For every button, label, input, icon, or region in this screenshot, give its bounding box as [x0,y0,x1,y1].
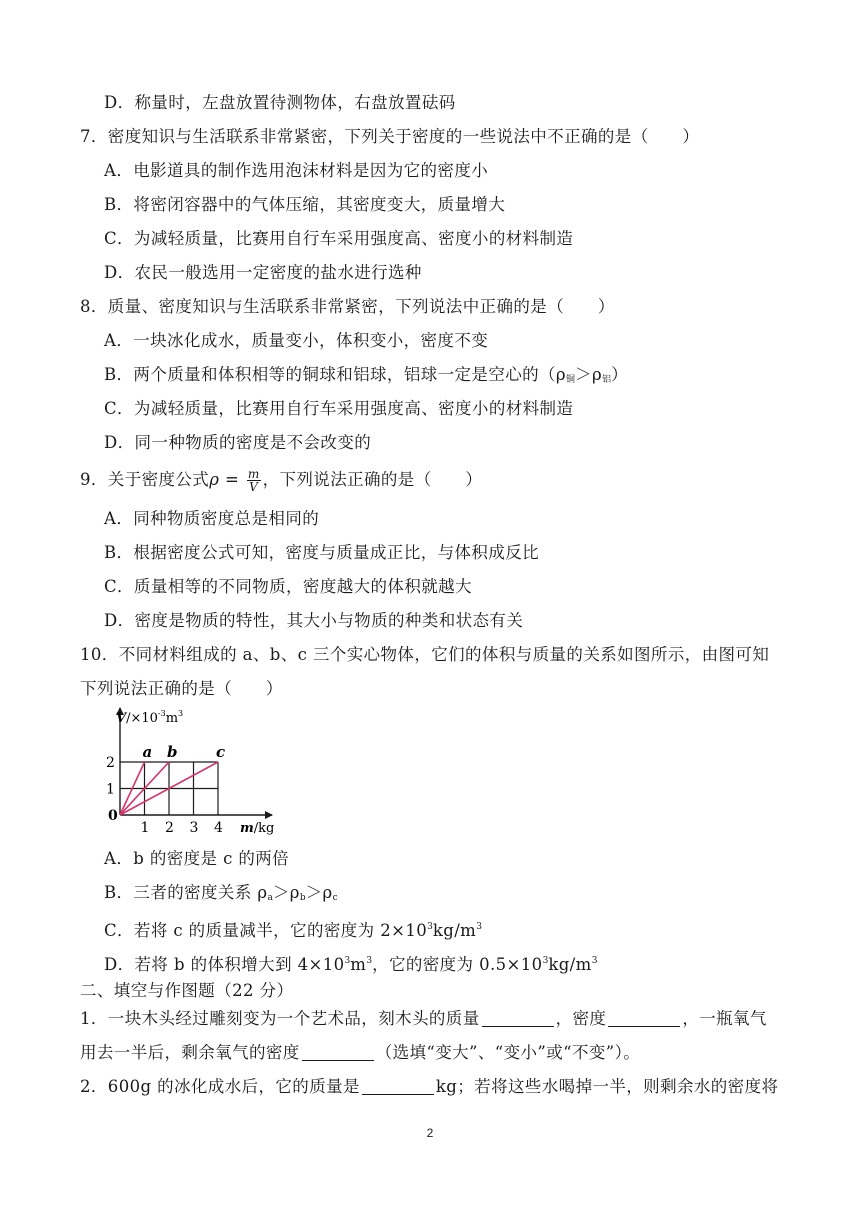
fill1-part3: ，一瓶氧气 [682,1009,767,1028]
q10-option-d-exp2: 3 [542,956,549,966]
y-axis-tail: m [165,711,179,726]
q9-option-b: B．根据密度公式可知，密度与质量成正比，与体积成反比 [104,543,540,562]
q9-stem [80,468,482,493]
q10-sub-c: c [332,893,338,903]
q9-frac-num: m [247,467,260,481]
y-axis-unit: /×10 [126,711,158,726]
y-axis-label [116,709,183,726]
q9-frac-den: V [249,480,259,494]
q8-sub-aluminum: 铝 [602,375,612,385]
q10-option-d-text: D．若将 b 的体积增大到 4×10 [104,955,345,974]
fill1-blank-mass[interactable] [482,1008,554,1027]
q10-sub-a: a [267,893,273,903]
fill2-part1: 2．600g 的冰化成水后，它的质量是 [80,1077,360,1096]
fill1-line1 [80,1008,767,1030]
q10-option-d-mexp: 3 [366,956,373,966]
q10-gt1: ＞ρ [272,883,300,902]
q10-option-d-mid: m [350,955,367,974]
y-axis-var: V [116,711,127,726]
q7-option-c: C．为减轻质量，比赛用自行车采用强度高、密度小的材料制造 [104,229,574,248]
q10-sub-b: b [299,893,306,903]
q10-stem-line2: 下列说法正确的是（ ） [80,679,283,698]
y-axis-exp: -3 [157,709,166,718]
q10-option-d-tail: ，它的密度为 0.5×10 [372,955,543,974]
x-tick-label: 3 [189,820,199,836]
x-axis-label [240,821,274,836]
y-tick-label: 2 [106,755,115,771]
q9-stem-before: 9．关于密度公式 [80,470,210,489]
q10-option-c [104,916,482,942]
q9-option-d: D．密度是物质的特性，其大小与物质的种类和状态有关 [104,611,524,630]
q10-option-c-exp: 3 [427,922,433,932]
x-tick-label: 1 [140,820,150,836]
q10-option-d-unitexp: 3 [591,956,598,966]
origin-label: 0 [108,808,118,824]
q6-option-d: D．称量时，左盘放置待测物体，右盘放置砝码 [104,93,456,112]
q10-option-d-unit: kg/m [548,955,592,974]
fill1-line2a: 用去一半后，剩余氧气的密度 [80,1043,300,1062]
q10-option-b [104,882,338,909]
q9-stem-after: ，下列说法正确的是（ ） [262,470,483,489]
fill1-line2b: （选填“变大”、“变小”或“不变”）。 [375,1043,641,1062]
graph-series [120,743,225,815]
q8-option-b [104,364,628,391]
q8-option-a: A．一块冰化成水，质量变小，体积变小，密度不变 [104,331,489,350]
q10-option-c-unit: kg/m [432,921,477,940]
fill2-line1 [80,1076,778,1098]
x-axis-unit: /kg [253,821,275,836]
q8-option-d: D．同一种物质的密度是不会改变的 [104,433,372,452]
x-tick-label: 2 [165,820,174,836]
fill1-line2 [80,1042,640,1064]
y-tick-label: 1 [106,781,115,798]
q8-stem: 8．质量、密度知识与生活联系非常紧密，下列说法中正确的是（ ） [80,297,615,316]
section-2-title: 二、填空与作图题（22 分） [80,981,294,1000]
q10-option-c-text: C．若将 c 的质量减半，它的密度为 2×10 [104,921,428,940]
q8-option-c: C．为减轻质量，比赛用自行车采用强度高、密度小的材料制造 [104,399,574,418]
q10-option-d-exp: 3 [344,956,351,966]
series-label-c: c [216,743,226,761]
q10-stem-line1: 10．不同材料组成的 a、b、c 三个实心物体，它们的体积与质量的关系如图所示，由图可知 [80,645,770,664]
q8-sub-copper: 铜 [566,375,576,385]
q10-option-a: A．b 的密度是 c 的两倍 [104,849,290,868]
page-number: 2 [426,1126,434,1140]
q9-option-a: A．同种物质密度总是相同的 [104,509,320,528]
fill1-part1: 1．一块木头经过雕刻变为一个艺术品，刻木头的质量 [80,1009,480,1028]
q10-option-d [104,950,597,976]
q10-gt2: ＞ρ [305,883,333,902]
fill1-blank-density[interactable] [608,1008,680,1027]
fill2-part2: kg；若将这些水喝掉一半，则剩余水的密度将 [435,1077,779,1096]
q9-option-c: C．质量相等的不同物质，密度越大的体积就越大 [104,577,472,596]
fill1-blank-oxygen[interactable] [302,1042,374,1061]
q7-option-b: B．将密闭容器中的气体压缩，其密度变大，质量增大 [104,195,506,214]
y-axis-tail-exp: 3 [178,709,184,718]
q7-stem: 7．密度知识与生活联系非常紧密，下列关于密度的一些说法中不正确的是（ ） [80,127,700,146]
q10-option-c-unitexp: 3 [476,922,482,932]
q10-option-b-text: B．三者的密度关系 ρ [104,883,268,902]
q8-option-b-end: ） [611,365,628,384]
q9-rho: ρ [209,470,220,489]
q9-equals: = [219,470,245,489]
q7-option-a: A．电影道具的制作选用泡沫材料是因为它的密度小 [104,161,489,180]
q7-option-d: D．农民一般选用一定密度的盐水进行选种 [104,263,422,282]
series-label-b: b [167,743,178,761]
volume-mass-graph [100,702,290,837]
q8-option-b-mid: ＞ρ [575,365,603,384]
x-tick-label: 4 [214,820,223,836]
series-label-a: a [142,743,153,761]
fill2-blank-mass[interactable] [362,1076,434,1095]
fill1-part2: ，密度 [555,1009,607,1028]
x-axis-var: m [240,821,254,836]
q8-option-b-text: B．两个质量和体积相等的铜球和铝球，铝球一定是空心的（ρ [104,365,567,384]
q9-formula-fraction [247,468,261,493]
